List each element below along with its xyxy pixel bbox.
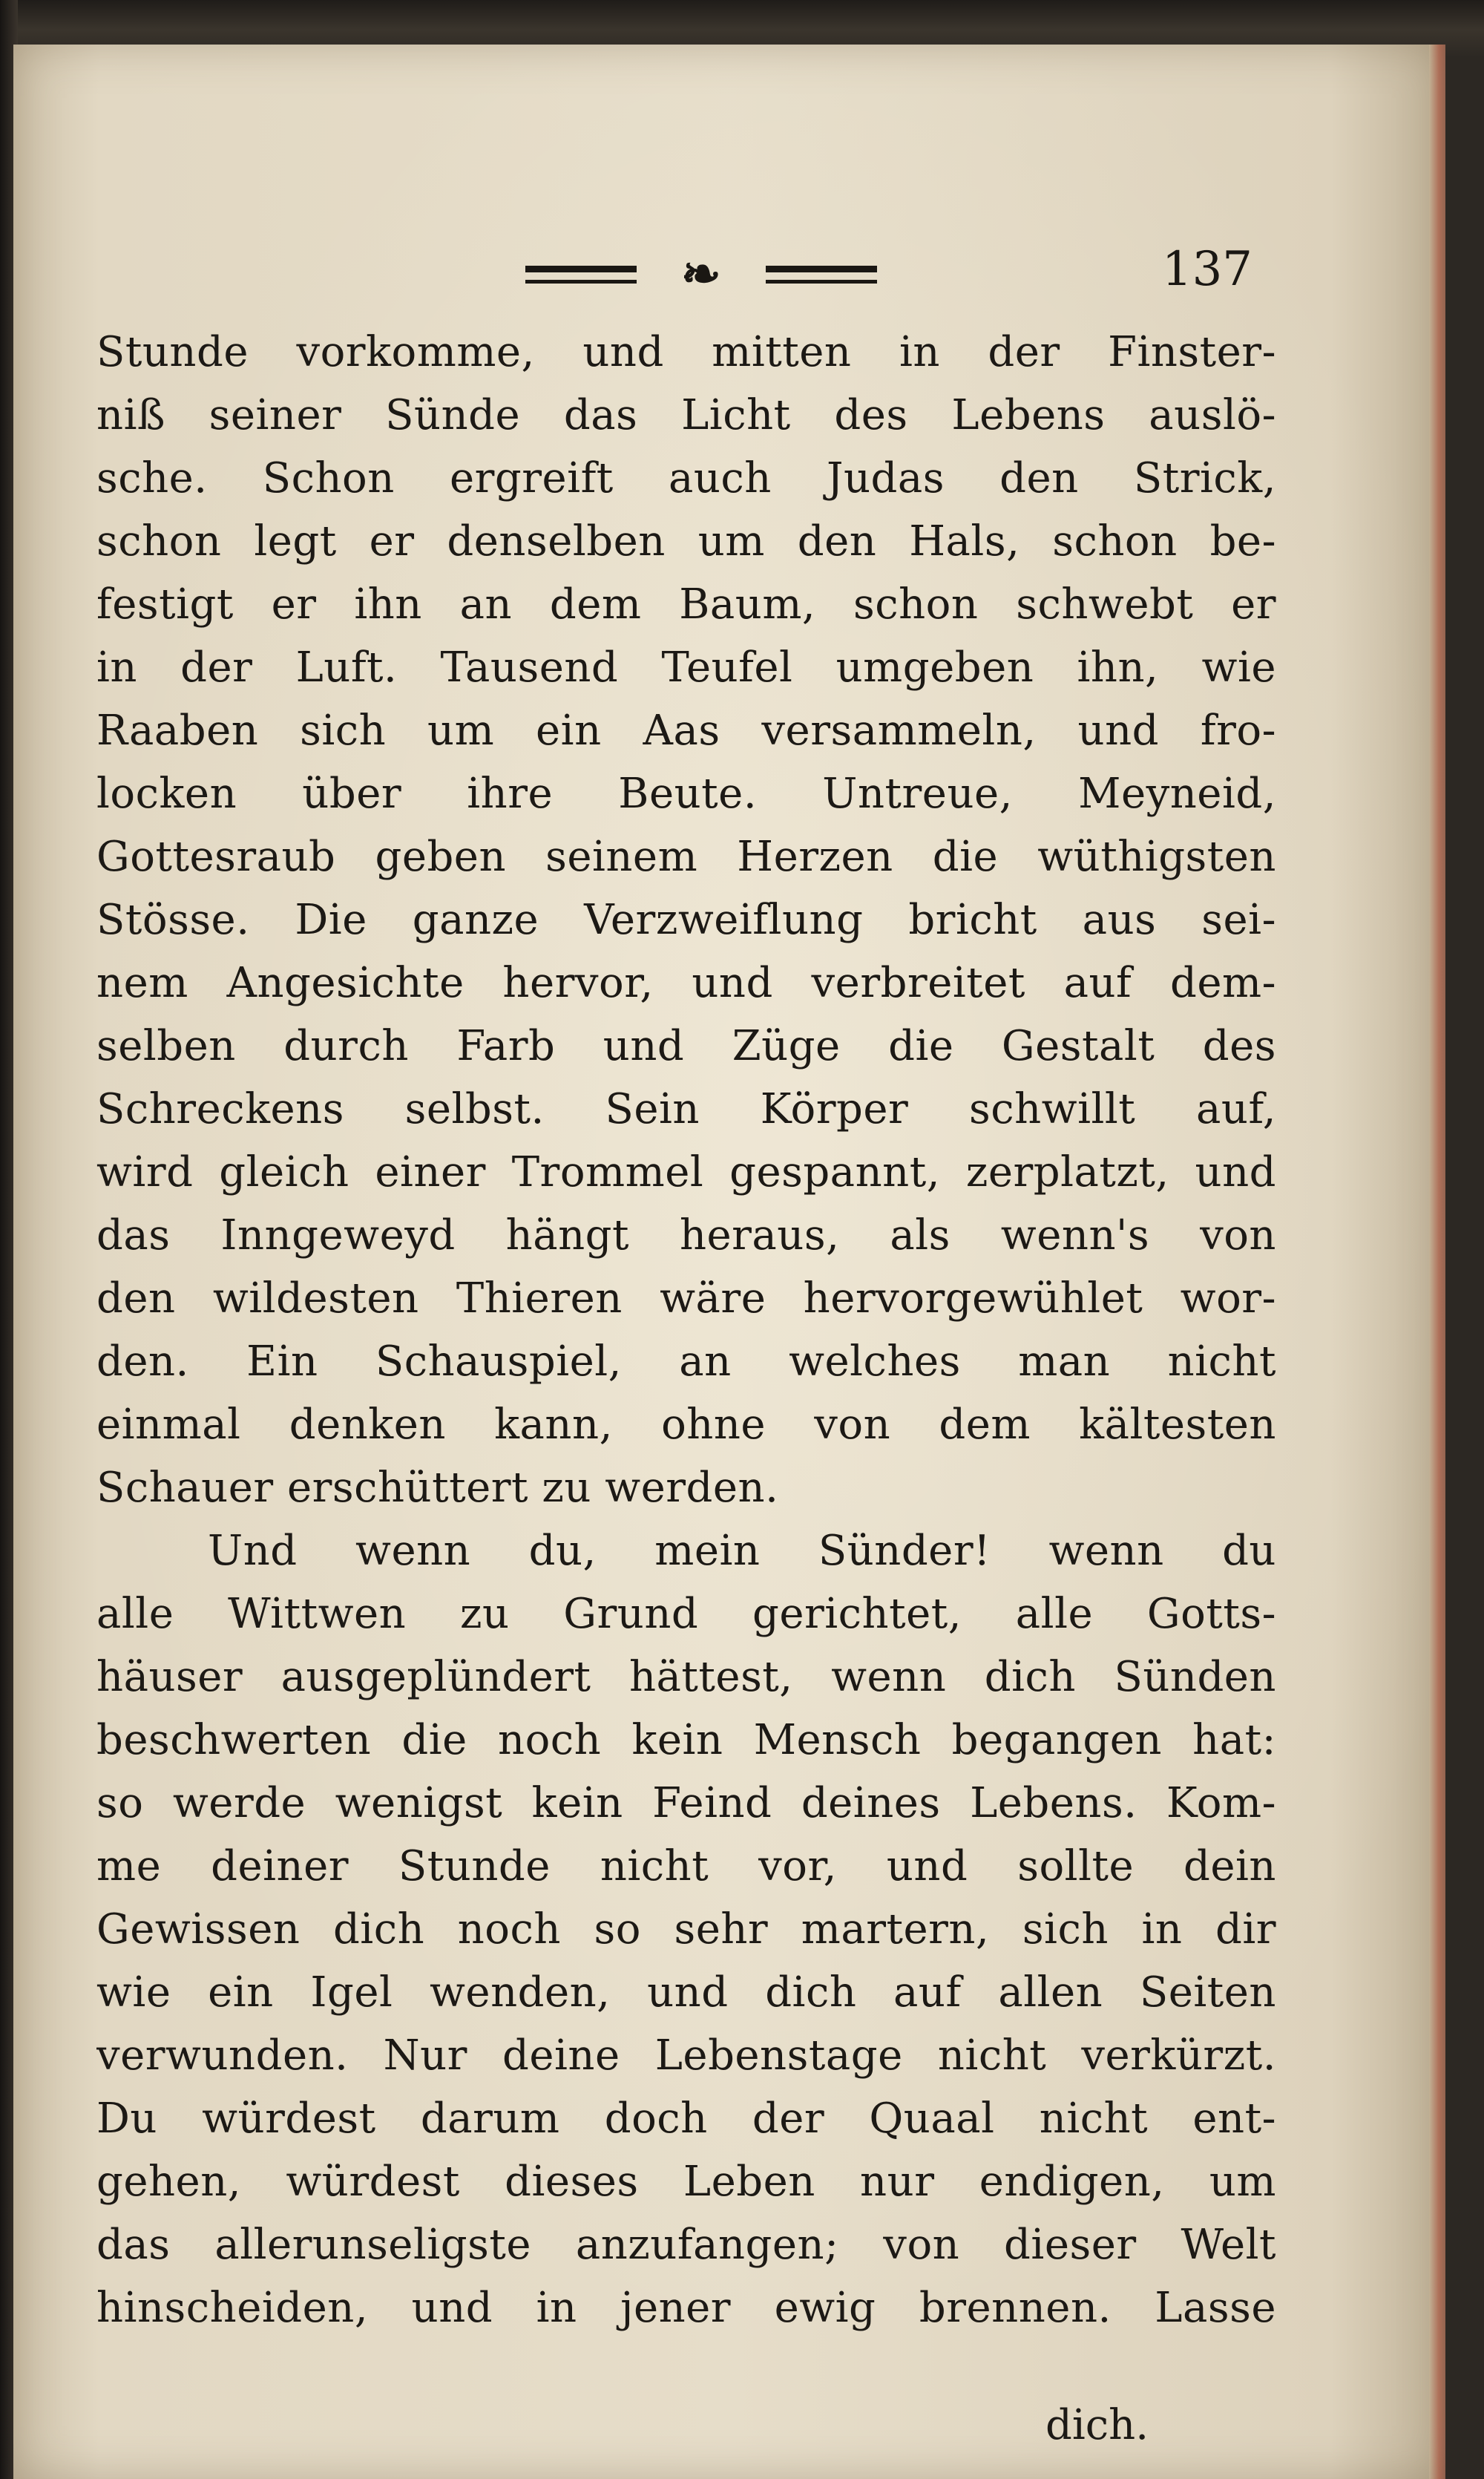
text-line: in der Luft. Tausend Teufel umgeben ihn, wie [96,644,1276,692]
text-line: locken über ihre Beute. Untreue, Meyneid, [96,770,1276,818]
text-line: Schreckens selbst. Sein Körper schwillt auf, [96,1085,1276,1133]
text-line: Raaben sich um ein Aas versammeln, und fro- [96,707,1276,755]
text-line: gehen, würdest dieses Leben nur endigen, um [96,2158,1276,2206]
text-line: so werde wenigst kein Feind deines Lebens. Kom- [96,1779,1276,1827]
text-line: schon legt er denselben um den Hals, schon be- [96,517,1276,566]
text-line: verwunden. Nur deine Lebenstage nicht verkürzt. [96,2031,1276,2080]
text-line: Du würdest darum doch der Quaal nicht ent- [96,2095,1276,2143]
ornament-rule-left [525,266,637,284]
text-line: Gewissen dich noch so sehr martern, sich in dir [96,1905,1276,1954]
text-line: alle Wittwen zu Grund gerichtet, alle Gotts- [96,1590,1276,1638]
text-line: Gottesraub geben seinem Herzen die wüthigsten [96,833,1276,881]
text-line: festigt er ihn an dem Baum, schon schwebt er [96,580,1276,629]
text-line: den. Ein Schauspiel, an welches man nicht [96,1337,1276,1386]
text-line: häuser ausgeplündert hättest, wenn dich Sünden [96,1653,1276,1701]
text-line: selben durch Farb und Züge die Gestalt des [96,1022,1276,1070]
text-line: niß seiner Sünde das Licht des Lebens auslö- [96,391,1276,439]
page-sheet [13,45,1445,2479]
catchword: dich. [1045,2401,1149,2449]
text-line: hinscheiden, und in jener ewig brennen. Lasse [96,2284,1276,2332]
text-line: nem Angesichte hervor, und verbreitet auf dem- [96,959,1276,1007]
fleuron-icon: ❧ [681,246,721,302]
text-line: den wildesten Thieren wäre hervorgewühlet wor- [96,1274,1276,1323]
text-line: beschwerten die noch kein Mensch begangen hat: [96,1716,1276,1764]
page-edge [1429,45,1445,2479]
text-line: Stunde vorkomme, und mitten in der Finster- [96,328,1276,376]
text-line: Stösse. Die ganze Verzweiflung bricht aus sei- [96,896,1276,944]
header-ornament [525,246,877,302]
text-line: sche. Schon ergreift auch Judas den Strick, [96,454,1276,502]
text-line: das allerunseligste anzufangen; von dieser Welt [96,2221,1276,2269]
text-line: einmal denken kann, ohne von dem kältesten [96,1401,1276,1449]
text-line: das Inngeweyd hängt heraus, als wenn's von [96,1211,1276,1260]
paragraph-end-line: Schauer erschüttert zu werden. [96,1464,779,1512]
text-line: wie ein Igel wenden, und dich auf allen Seiten [96,1968,1276,2017]
ornament-rule-right [766,266,877,284]
page-number: 137 [1161,242,1252,297]
text-line: me deiner Stunde nicht vor, und sollte dein [96,1842,1276,1890]
page-header [13,45,1445,302]
paragraph-start-line: Und wenn du, mein Sünder! wenn du [208,1527,1276,1575]
body-text [96,321,1276,2339]
text-line: wird gleich einer Trommel gespannt, zerplatzt, und [96,1148,1276,1196]
